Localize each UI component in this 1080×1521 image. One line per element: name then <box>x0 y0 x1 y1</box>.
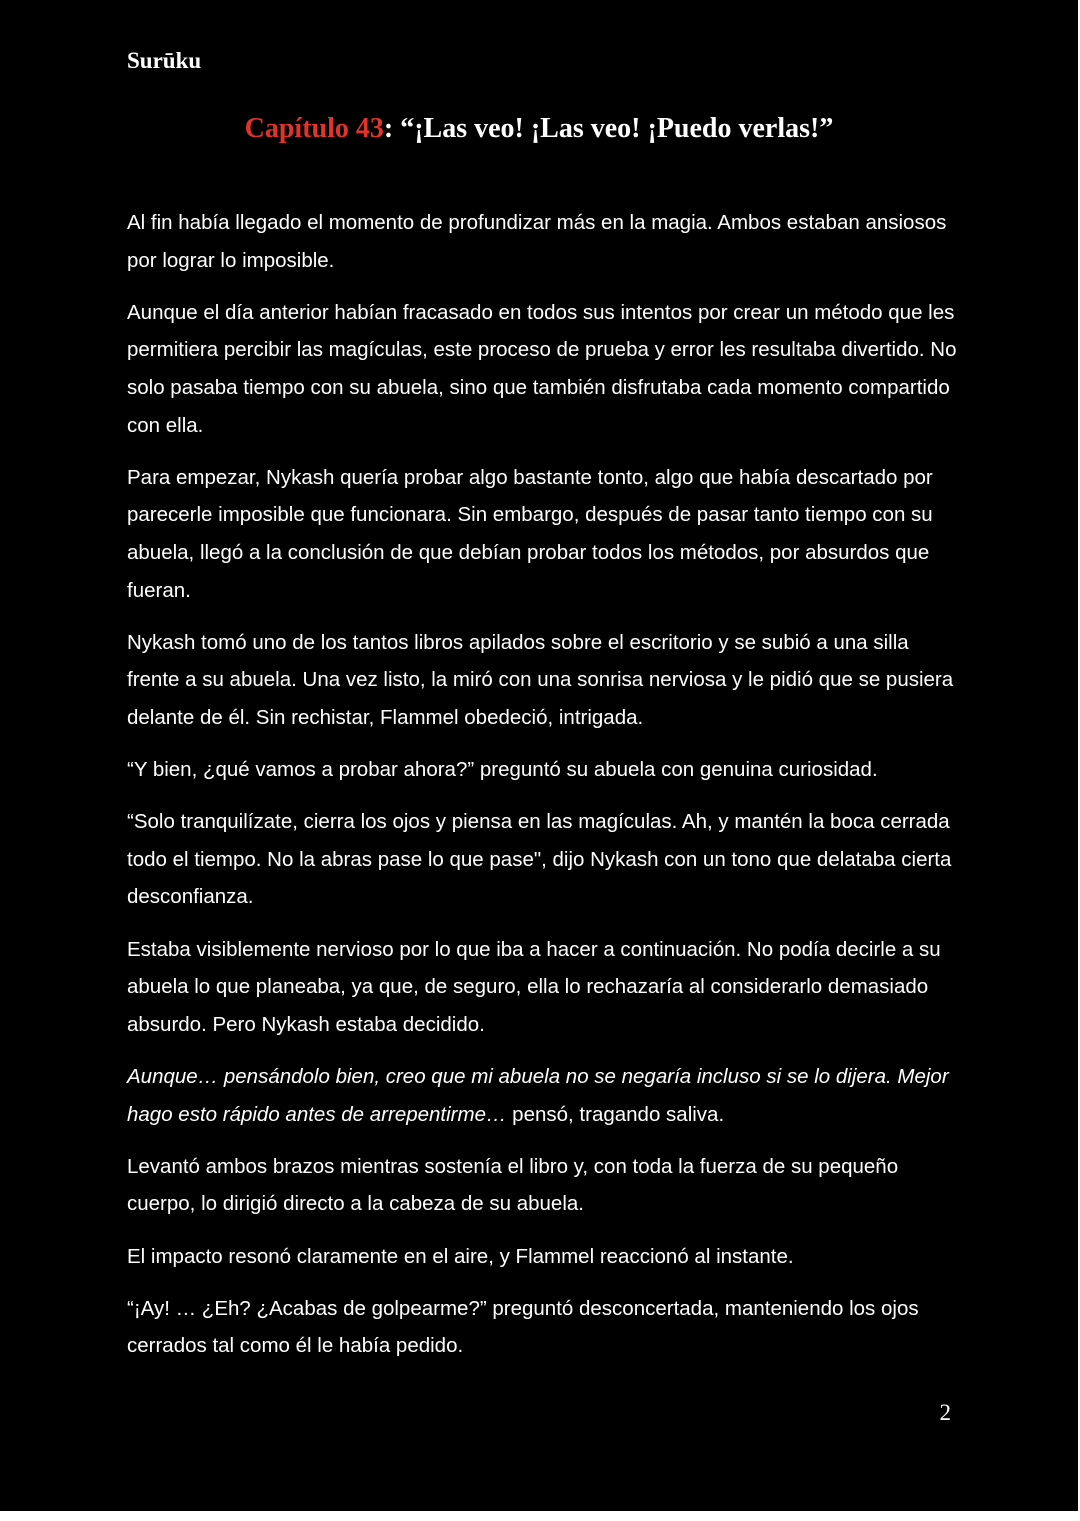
paragraph: Levantó ambos brazos mientras sostenía el libro y, con toda la fuerza de su pequeño cuerpo, lo dirigió directo a la cabeza de su abuela. <box>127 1154 899 1216</box>
paragraph: “Y bien, ¿qué vamos a probar ahora?” preguntó su abuela con genuina curiosidad. <box>127 758 878 782</box>
paragraph: “¡Ay! … ¿Eh? ¿Acabas de golpearme?” preguntó desconcertada, manteniendo los ojos cerrados tal como él le había pedido. <box>127 1296 919 1358</box>
paragraph: Nykash tomó uno de los tantos libros apilados sobre el escritorio y se subió a una silla frente a su abuela. Una vez listo, la miró con una sonrisa nerviosa y le pidió que se pusiera delante de él. Sin rechistar, Flammel obedeció, intrigada. <box>127 630 954 729</box>
paragraph: El impacto resonó claramente en el aire, y Flammel reaccionó al instante. <box>127 1244 794 1268</box>
chapter-title-text: “¡Las veo! ¡Las veo! ¡Puedo verlas!” <box>400 113 834 144</box>
page-number: 2 <box>939 1400 951 1425</box>
chapter-title <box>0 110 1078 148</box>
header-author: Surūku <box>127 48 202 73</box>
body-text <box>127 204 957 1380</box>
chapter-number: Capítulo 43 <box>244 113 384 144</box>
thought-narration-text: pensó, tragando saliva. <box>506 1102 725 1126</box>
paragraph: Para empezar, Nykash quería probar algo bastante tonto, algo que había descartado por parecerle imposible que funcionara. Sin embargo, después de pasar tanto tiempo con su abuela, llegó a la conclusión de que debían probar todos los métodos, por absurdos que fueran. <box>127 465 933 602</box>
paragraph: Aunque el día anterior habían fracasado en todos sus intentos por crear un método que les permitiera percibir las magículas, este proceso de prueba y error les resultaba divertido. No solo pasaba tiempo con su abuela, sino que también disfrutaba cada momento compartido con ella. <box>127 300 957 437</box>
page-edge <box>0 1511 1080 1521</box>
paragraph: Al fin había llegado el momento de profundizar más en la magia. Ambos estaban ansiosos por lograr lo imposible. <box>127 211 947 272</box>
chapter-separator: : <box>383 113 401 144</box>
thought-italic-text: Aunque… pensándolo bien, creo que mi abuela no se negaría incluso si se lo dijera. Mejor hago esto rápido antes de arrepentirme… <box>127 1065 949 1126</box>
paragraph: Estaba visiblemente nervioso por lo que iba a hacer a continuación. No podía decirle a su abuela lo que planeaba, ya que, de seguro, ella lo rechazaría al considerarlo demasiado absurdo. Pero Nykash estaba decidido. <box>127 937 941 1036</box>
paragraph: “Solo tranquilízate, cierra los ojos y piensa en las magículas. Ah, y mantén la boca cerrada todo el tiempo. No la abras pase lo que pase", dijo Nykash con un tono que delataba cierta desconfianza. <box>127 810 952 909</box>
thought-paragraph <box>127 1058 957 1133</box>
